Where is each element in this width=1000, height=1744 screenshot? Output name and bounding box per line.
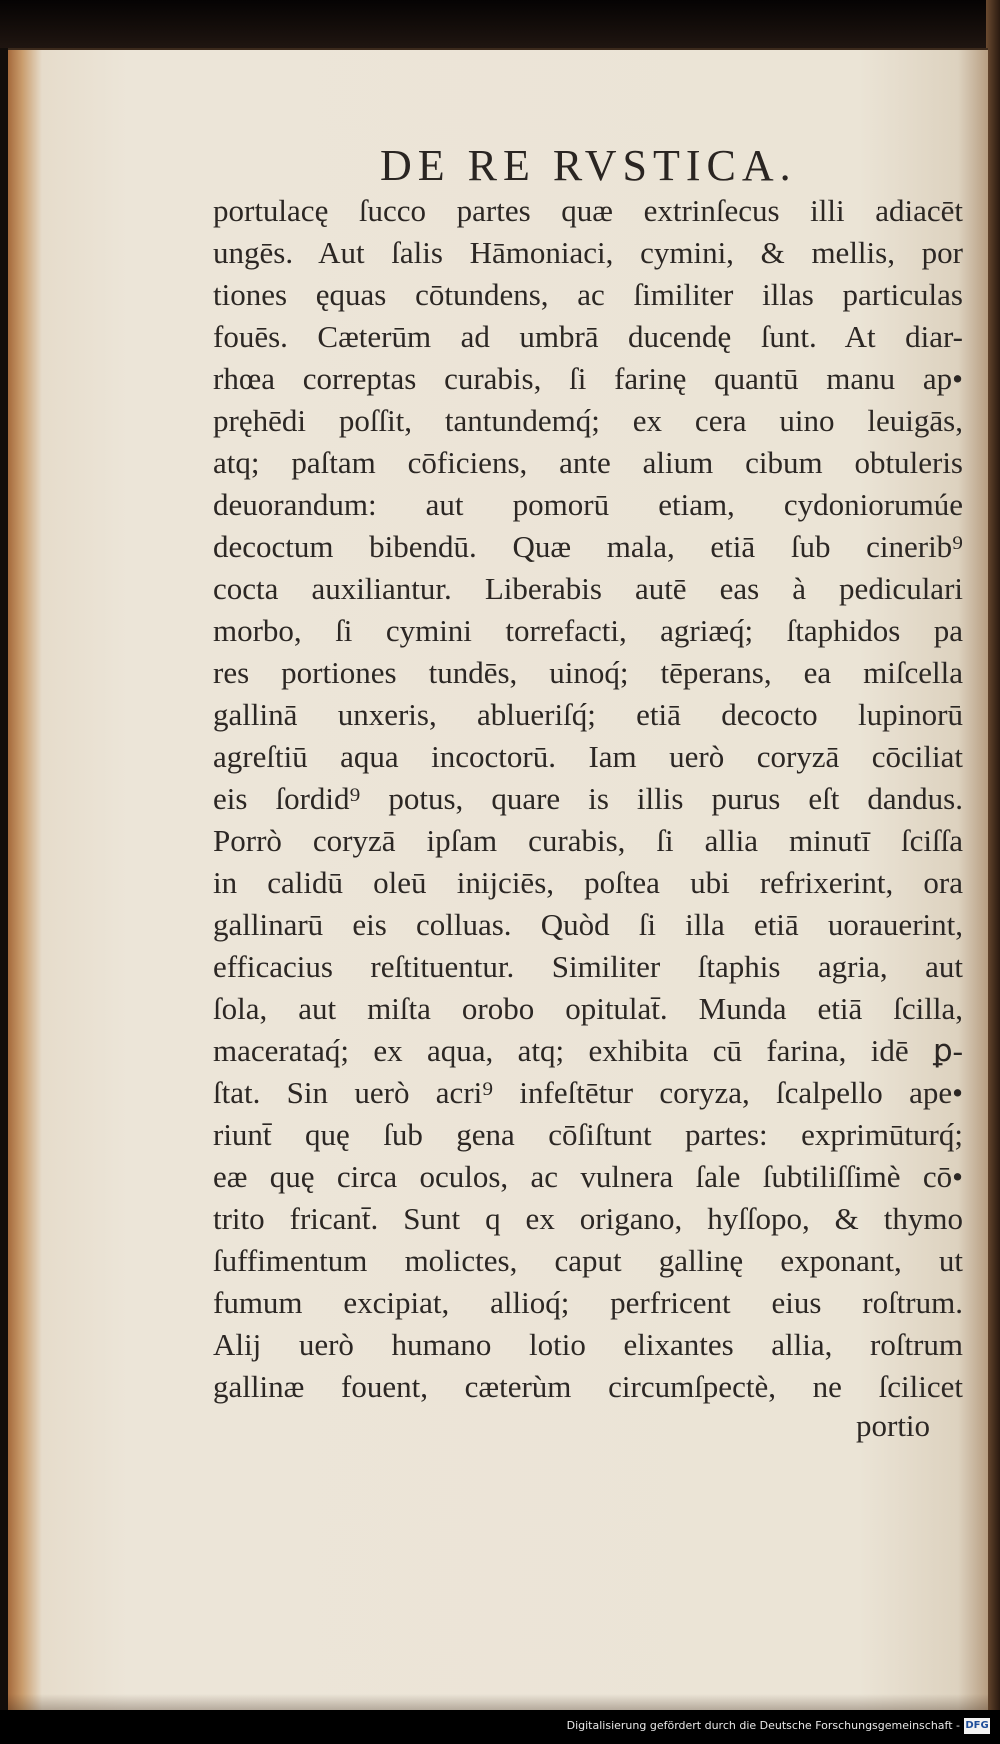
text-line: tiones ęquas cōtundens, ac ſimiliter illas particulas: [213, 277, 963, 312]
body-text: [213, 190, 963, 1408]
right-book-edge: [986, 0, 1000, 1744]
text-line: ſola, aut miſta orobo opitulat̄. Munda etiā ſcilla,: [213, 991, 963, 1026]
text-line: fumum excipiat, allioq́; perfricent eius roſtrum.: [213, 1285, 963, 1320]
text-line: rhœa correptas curabis, ſi farinę quantū manu ap•: [213, 361, 963, 396]
running-head: DE RE RVSTICA.: [380, 141, 797, 190]
text-line: eæ quę circa oculos, ac vulnera ſale ſubtiliſſimè cō•: [213, 1159, 963, 1194]
text-line: gallinæ fouent, cæterùm circumſpectè, ne ſcilicet: [213, 1369, 963, 1404]
text-line: efficacius reſtituentur. Similiter ſtaphis agria, aut: [213, 949, 963, 984]
text-line: ungēs. Aut ſalis Hāmoniaci, cymini, & mellis, por: [213, 235, 963, 270]
text-line: ſtat. Sin uerò acri⁹ infeſtētur coryza, ſcalpello ape•: [213, 1075, 963, 1110]
text-line: atq; paſtam cōficiens, ante alium cibum obtuleris: [213, 445, 963, 480]
text-line: macerataq́; ex aqua, atq; exhibita cū farina, idē ꝑ-: [213, 1033, 963, 1068]
text-line: res portiones tundēs, uinoq́; tēperans, ea miſcella: [213, 655, 963, 690]
book-page: [8, 48, 988, 1712]
text-line: Porrò coryzā ipſam curabis, ſi allia minutī ſciſſa: [213, 823, 963, 858]
text-line: portulacę ſucco partes quæ extrinſecus illi adiacēt: [213, 193, 963, 228]
text-line: Alij uerò humano lotio elixantes allia, roſtrum: [213, 1327, 963, 1362]
text-line: ſuffimentum molictes, caput gallinę exponant, ut: [213, 1243, 963, 1278]
text-line: agreſtiū aqua incoctorū. Iam uerò coryzā cōciliat: [213, 739, 963, 774]
dfg-logo-icon: DFG: [964, 1718, 990, 1734]
funding-credit: Digitalisierung gefördert durch die Deutsche Forschungsgemeinschaft -: [566, 1719, 960, 1732]
text-line: eis ſordid⁹ potus, quare is illis purus eſt dandus.: [213, 781, 963, 816]
text-line: fouēs. Cæterūm ad umbrā ducendę ſunt. At diar-: [213, 319, 963, 354]
text-line: riunt̄ quę ſub gena cōſiſtunt partes: exprimūturq́;: [213, 1117, 963, 1152]
text-line: gallinarū eis colluas. Quòd ſi illa etiā uorauerint,: [213, 907, 963, 942]
text-line: in calidū oleū inijciēs, poſtea ubi refrixerint, ora: [213, 865, 963, 900]
text-line: pręhēdi poſſit, tantundemq́; ex cera uino leuigās,: [213, 403, 963, 438]
text-line: trito fricant̄. Sunt q ex origano, hyſſopo, & thymo: [213, 1201, 963, 1236]
top-book-edge: [0, 0, 1000, 48]
catchword: portio: [856, 1408, 931, 1443]
text-line: morbo, ſi cymini torrefacti, agriæq́; ſtaphidos pa: [213, 613, 963, 648]
text-line: cocta auxiliantur. Liberabis autē eas à pediculari: [213, 571, 963, 606]
text-line: decoctum bibendū. Quæ mala, etiā ſub cinerib⁹: [213, 529, 963, 564]
text-line: deuorandum: aut pomorū etiam, cydoniorumúe: [213, 487, 963, 522]
text-line: gallinā unxeris, ablueriſq́; etiā decocto lupinorū: [213, 697, 963, 732]
footer-bar: [0, 1710, 1000, 1744]
